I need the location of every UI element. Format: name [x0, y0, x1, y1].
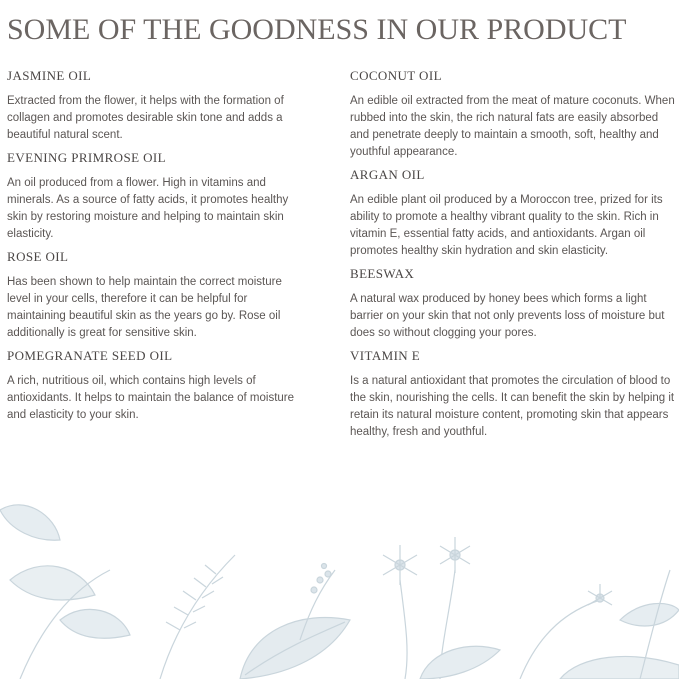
flower-icon	[383, 545, 417, 585]
leaf-icon	[620, 603, 679, 626]
section-heading: COCONUT OIL	[350, 68, 442, 83]
right-column	[350, 68, 677, 441]
leaf-icon	[0, 505, 60, 540]
section-text: An oil produced from a flower. High in vitamins and minerals. As a source of fatty acids, it promotes healthy skin by restoring moisture and helping to maintain skin elasticity.	[7, 177, 289, 240]
leaf-icon	[166, 565, 223, 630]
berry-icon	[311, 587, 317, 593]
leaf-icon	[10, 566, 95, 600]
section-heading: BEESWAX	[350, 266, 415, 281]
section-heading: POMEGRANATE SEED OIL	[7, 348, 173, 363]
section-heading: JASMINE OIL	[7, 68, 92, 83]
section-coconut-oil	[350, 68, 677, 161]
flower-icon	[440, 537, 470, 573]
section-vitamin-e	[350, 348, 677, 441]
left-column	[7, 68, 297, 424]
section-text: Is a natural antioxidant that promotes the circulation of blood to the skin, nourishing the cells. It can benefit the skin by helping it retain its natural moisture content, promoting skin that appears healthy, fresh and youthful.	[350, 375, 675, 438]
leaf-icon	[60, 609, 130, 638]
section-text: A rich, nutritious oil, which contains high levels of antioxidants. It helps to maintain the balance of moisture and elasticity to your skin.	[7, 375, 295, 421]
stem-icon	[160, 555, 235, 679]
section-text: Extracted from the flower, it helps with the formation of collagen and promotes desirable skin tone and adds a beautiful natural scent.	[7, 95, 284, 141]
section-text: A natural wax produced by honey bees which forms a light barrier on your skin that not only prevents loss of moisture but does so without clogging your pores.	[350, 293, 665, 339]
page-title: SOME OF THE GOODNESS IN OUR PRODUCT	[7, 13, 627, 46]
section-text: An edible oil extracted from the meat of mature coconuts. When rubbed into the skin, the rich natural fats are easily absorbed and penetrate deeply to maintain a smooth, soft, healthy and youthful appearance.	[350, 95, 675, 158]
section-heading: VITAMIN E	[350, 348, 421, 363]
leaf-icon	[560, 657, 679, 679]
berry-icon	[322, 564, 327, 569]
botanical-illustration	[0, 470, 679, 679]
section-argan-oil	[350, 167, 677, 260]
section-pomegranate-seed-oil	[7, 348, 297, 424]
section-text: An edible plant oil produced by a Moroccon tree, prized for its ability to promote a healthy vibrant quality to the skin. Rich in vitamin E, essential fatty acids, and antioxidants. Argan oil promotes healthy skin hydration and skin elasticity.	[350, 194, 663, 257]
section-heading: ROSE OIL	[7, 249, 69, 264]
berry-icon	[325, 571, 331, 577]
section-evening-primrose-oil	[7, 150, 297, 243]
section-beeswax	[350, 266, 677, 342]
section-jasmine-oil	[7, 68, 297, 144]
section-text: Has been shown to help maintain the correct moisture level in your cells, therefore it can be helpful for maintaining beautiful skin as the years go by. Rose oil additionally is great for sensitive skin.	[7, 276, 282, 339]
leaf-icon	[420, 646, 500, 679]
stem-icon	[400, 580, 407, 679]
section-heading: ARGAN OIL	[350, 167, 425, 182]
section-rose-oil	[7, 249, 297, 342]
section-heading: EVENING PRIMROSE OIL	[7, 150, 166, 165]
berry-icon	[317, 577, 323, 583]
flower-icon	[588, 584, 612, 605]
